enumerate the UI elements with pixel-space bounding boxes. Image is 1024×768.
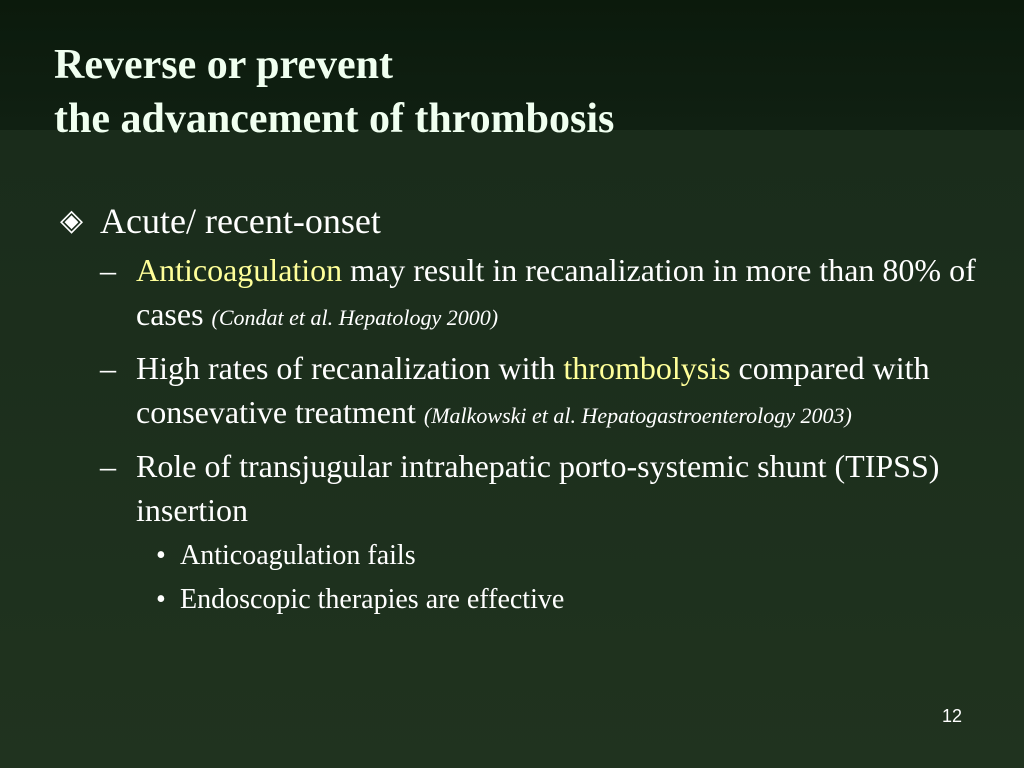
subitem-tipss — [60, 444, 1000, 532]
sub-bullet-text: Endoscopic therapies are effective — [180, 584, 565, 615]
subitem-text: may result in recanalization in more than 80% of cases — [136, 252, 976, 332]
bullet-level-1 — [60, 196, 1000, 246]
subitem-anticoagulation — [60, 248, 1000, 336]
highlight-anticoagulation: Anticoagulation — [136, 252, 343, 288]
highlight-thrombolysis: thrombolysis — [563, 350, 731, 386]
title-line-2: the advancement of thrombosis — [54, 96, 615, 142]
sub-bullet-anticoagulation-fails — [60, 536, 1000, 576]
dash-marker: – — [100, 448, 116, 484]
diamond-bullet-icon: ◈ — [60, 204, 84, 237]
subitem-text: High rates of recanalization with — [136, 350, 564, 386]
slide-title — [54, 38, 994, 146]
dash-marker: – — [100, 350, 116, 386]
subitem-text: compared with consevative treatment — [136, 350, 930, 430]
bullet-level-1-text: Acute/ recent-onset — [100, 201, 381, 241]
page-number: 12 — [941, 706, 962, 726]
subitem-text: Role of transjugular intrahepatic porto-systemic shunt (TIPSS) insertion — [136, 448, 940, 528]
title-line-1: Reverse or prevent — [54, 42, 393, 88]
sub-bullet-endoscopic — [60, 580, 1000, 620]
citation: (Condat et al. Hepatology 2000) — [211, 305, 499, 330]
bullet-dot-icon: • — [156, 584, 166, 615]
subitem-thrombolysis — [60, 346, 1000, 434]
bullet-dot-icon: • — [156, 540, 166, 571]
slide-content — [60, 196, 1000, 620]
sub-bullet-text: Anticoagulation fails — [180, 540, 416, 571]
dash-marker: – — [100, 252, 116, 288]
citation: (Malkowski et al. Hepatogastroenterology 2003) — [423, 403, 852, 428]
